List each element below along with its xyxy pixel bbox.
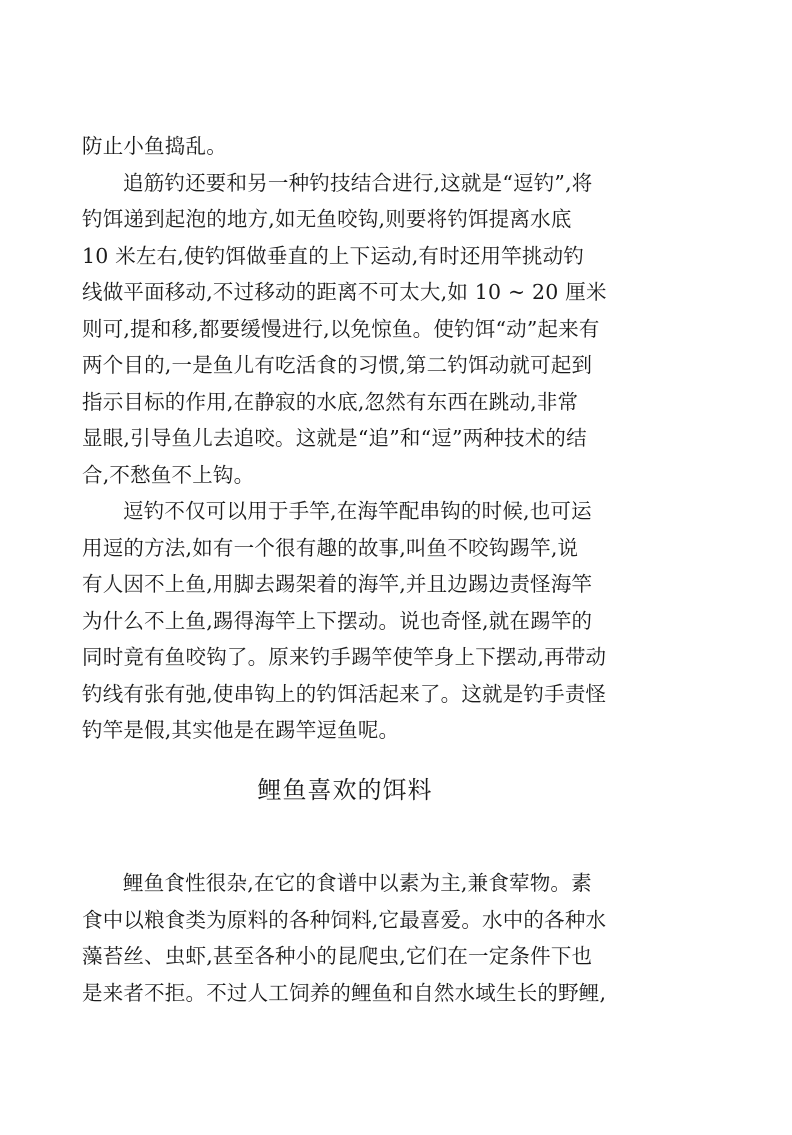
text-line: 合,不愁鱼不上钩。 [82,462,255,487]
text-line: 同时竟有鱼咬钩了。原来钓手踢竿使竿身上下摆动,再带动 [82,645,607,669]
text-line: 防止小鱼捣乱。 [82,134,227,158]
text-line: 食中以粮食类为原料的各种饲料,它最喜爱。水中的各种水 [82,907,607,932]
text-line: 指示目标的作用,在静寂的水底,忽然有东西在跳动,非常 [82,389,579,414]
text-line: 钓饵递到起泡的地方,如无鱼咬钩,则要将钓饵提离水底 [82,207,572,231]
text-line: 两个目的,一是鱼儿有吃活食的习惯,第二钓饵动就可起到 [82,353,593,377]
text-line: 用逗的方法,如有一个很有趣的故事,叫鱼不咬钩踢竿,说 [82,535,579,560]
section-heading: 鲤鱼喜欢的饵料 [257,776,433,804]
text-line: 是来者不拒。不过人工饲养的鲤鱼和自然水域生长的野鲤, [82,980,607,1005]
text-line: 鲤鱼食性很杂,在它的食谱中以素为主,兼食荤物。素 [123,871,592,895]
paragraph-4 [82,865,608,1011]
text-line: 藻苔丝、虫虾,甚至各种小的昆爬虫,它们在一定条件下也 [82,944,593,968]
text-line: 线做平面移动,不过移动的距离不可太大,如 10 ~ 20 厘米 [82,280,607,304]
text-line: 追筋钓还要和另一种钓技结合进行,这就是“逗钓”,将 [123,170,593,195]
text-line: 则可,提和移,都要缓慢进行,以免惊鱼。使钓饵“动”起来有 [82,316,600,341]
paragraph-1 [82,128,608,165]
text-line: 10 米左右,使钓饵做垂直的上下运动,有时还用竿挑动钓 [82,243,585,268]
document-page [82,128,608,1005]
text-line: 显眼,引导鱼儿去追咬。这就是“追”和“逗”两种技术的结 [82,426,587,450]
text-line: 钓竿是假,其实他是在踢竿逗鱼呢。 [82,718,400,742]
text-line: 钓线有张有弛,使串钩上的钓饵活起来了。这就是钓手责怪 [82,681,607,706]
paragraph-3 [82,493,608,749]
text-line: 有人因不上鱼,用脚去踢架着的海竿,并且边踢边责怪海竿 [82,572,593,596]
text-line: 逗钓不仅可以用于手竿,在海竿配串钩的时候,也可运 [123,499,592,523]
text-line: 为什么不上鱼,踢得海竿上下摆动。说也奇怪,就在踢竿的 [82,608,593,633]
paragraph-2 [82,165,608,494]
